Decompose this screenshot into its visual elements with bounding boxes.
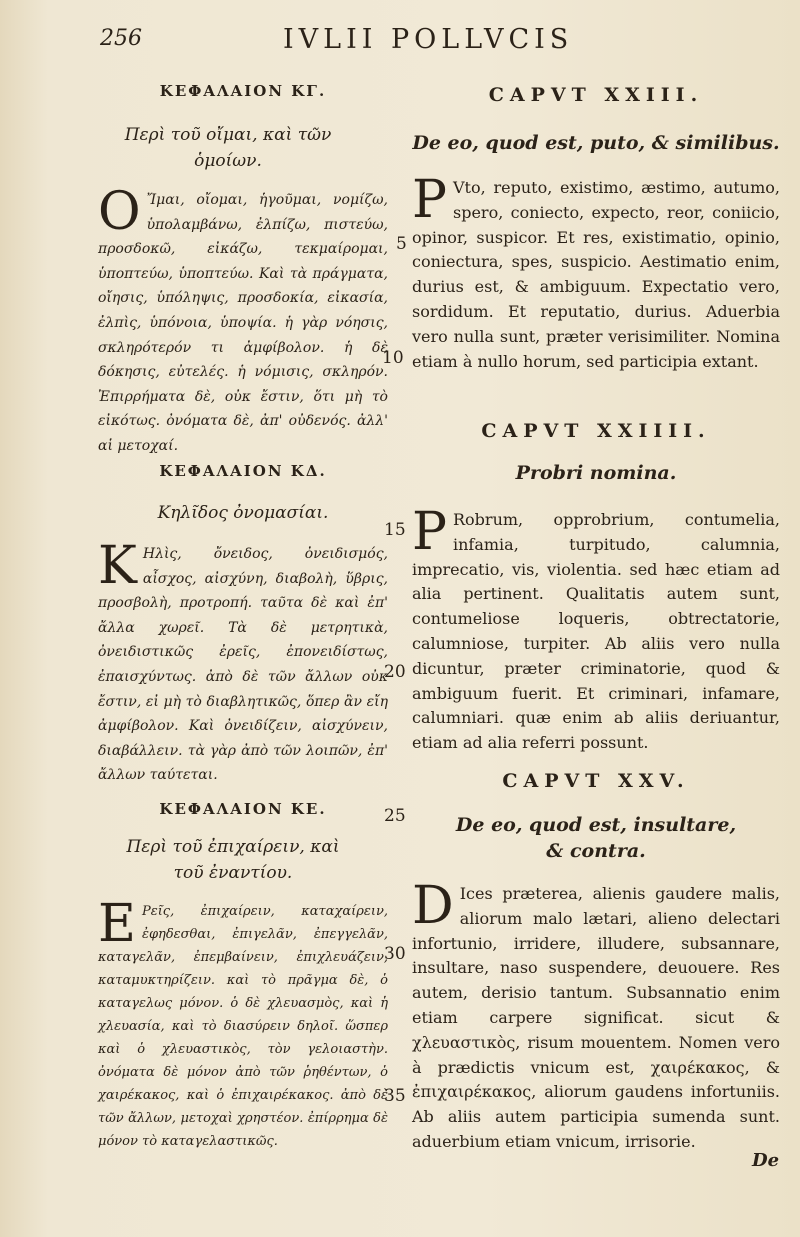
- line-number: 30: [384, 944, 406, 964]
- greek-section-24: [98, 462, 388, 788]
- section-title: CAPVT XXV.: [502, 770, 690, 792]
- drop-cap: Κ: [98, 536, 137, 596]
- catchword: De: [752, 1150, 780, 1171]
- section-title: CAPVT XXIII.: [488, 84, 704, 106]
- section-subtitle: Περὶ τοῦ οἴμαι, καὶ τῶν ὁμοίων.: [124, 125, 332, 171]
- latin-paragraph: Vto, reputo, existimo, æstimo, autumo, spero, coniecto, expecto, reor, coniicio, opinor, suspicor. Et res, existimatio, opinio, coniectura, spes, suspicio. Aestimatio enim, durius est, & ambiguum. Expectatio vero, sordidum. Et reputatio, durius. Aduerbia vero nulla sunt, præter verisimiliter. Nomina etiam à nullo horum, sed participia extant.: [412, 178, 780, 371]
- section-text: [412, 170, 780, 374]
- section-subtitle: Κηλῖδος ὀνομασίαι.: [157, 503, 329, 523]
- line-number: 35: [384, 1086, 406, 1106]
- line-number: 15: [384, 520, 406, 540]
- line-number: 10: [382, 348, 404, 368]
- latin-section-23: [412, 84, 780, 374]
- line-number: 25: [384, 806, 406, 826]
- drop-cap: Ε: [98, 894, 136, 954]
- section-text: [412, 876, 780, 1155]
- line-number: 5: [396, 234, 407, 254]
- section-text: [98, 536, 388, 788]
- section-subtitle: De eo, quod est, puto, & similibus.: [412, 132, 780, 154]
- drop-cap: P: [412, 170, 447, 230]
- greek-paragraph: Ηλὶς, ὄνειδος, ὀνειδισμός, αἶσχος, αἰσχύνη, διαβολὴ, ὕβρις, προσβολὴ, προτροπή. ταῦτα δὲ καὶ ἐπ' ἄλλα χωρεῖ. Τὰ δὲ μετρητικὰ, ὀνειδιστικῶς ἐρεῖς, ἐπονειδίστως, ἐπαισχύντως. ἀπὸ δὲ τῶν ἄλλων οὐκ ἔστιν, εἰ μὴ τὸ διαβλητικῶς, ὅπερ ἂν εἴη ἀμφίβολον. Καὶ ὀνειδίζειν, αἰσχύνειν, διαβάλλειν. τὰ γὰρ ἀπὸ τῶν λοιπῶν, ἐπ' ἄλλων ταύτεται.: [98, 546, 388, 784]
- section-title: ΚΕΦΑΛΑΙΟΝ ΚΓ.: [159, 82, 327, 100]
- section-subtitle: De eo, quod est, insultare, & contra.: [455, 814, 737, 862]
- greek-section-23: [98, 82, 388, 459]
- section-text: [98, 182, 388, 459]
- section-text: [98, 894, 388, 1153]
- page-header: [0, 24, 800, 60]
- greek-section-25: [98, 800, 388, 1153]
- section-subtitle: Probri nomina.: [515, 462, 677, 484]
- section-subtitle: Περὶ τοῦ ἐπιχαίρειν, καὶ τοῦ ἐναντίου.: [126, 837, 340, 883]
- drop-cap: D: [412, 876, 454, 936]
- section-text: [412, 502, 780, 756]
- section-title: CAPVT XXIIII.: [481, 420, 711, 442]
- drop-cap: P: [412, 502, 447, 562]
- running-head: IVLII POLLVCIS: [283, 24, 574, 55]
- drop-cap: Ο: [98, 182, 141, 242]
- section-title: ΚΕΦΑΛΑΙΟΝ ΚΔ.: [159, 462, 327, 480]
- line-number: 20: [384, 662, 406, 682]
- latin-section-24: [412, 420, 780, 756]
- greek-paragraph: Ἴμαι, οἴομαι, ἡγοῦμαι, νομίζω, ὑπολαμβάνω, ἐλπίζω, πιστεύω, προσδοκῶ, εἰκάζω, τεκμαίρομαι, ὑποπτεύω, ὑποπτεύω. Καὶ τὰ πράγματα, οἴησις, ὑπόληψις, προσδοκία, εἰκασία, ἐλπὶς, ὑπόνοια, ὑποψία. ἡ γὰρ νόησις, σκληρότερόν τι ἀμφίβολον. ἡ δὲ δόκησις, εὐτελές. ἡ νόμισις, σκληρόν. Ἐπιρρήματα δὲ, οὐκ ἔστιν, ὅτι μὴ τὸ εἰκότως. ὀνόματα δὲ, ἀπ' οὐδενός. ἀλλ' αἱ μετοχαί.: [98, 192, 388, 454]
- latin-paragraph: Robrum, opprobrium, contumelia, infamia, turpitudo, calumnia, imprecatio, vis, violentia. sed hæc etiam ad alia pertinent. Qualitatis autem sunt, contumeliose loqueris, obtrectatorie, calumniose, turpiter. Ab aliis vero nulla dicuntur, præter criminatorie, quod & ambiguum fuerit. Et criminari, infamare, calumniari. quæ enim ab aliis deriuantur, etiam ad alia referri possunt.: [412, 510, 780, 753]
- section-title: ΚΕΦΑΛΑΙΟΝ ΚΕ.: [159, 800, 327, 818]
- latin-paragraph: Ices præterea, alienis gaudere malis, aliorum malo lætari, alieno delectari infortunio, irridere, illudere, subsannare, insultare, naso suspendere, deuouere. Res autem, derisio tantum. Subsannatio enim etiam carpere significat. sicut & χλευαστικὸς, risum mouentem. Nomen vero à prædictis vnicum est, χαιρέκακος, & ἐπιχαιρέκακος, aliorum gaudens infortuniis. Ab aliis autem participia sumenda sunt. aduerbium etiam vnicum, irrisorie.: [412, 884, 780, 1151]
- latin-section-25: [412, 770, 780, 1155]
- page-number: 256: [100, 26, 142, 51]
- greek-paragraph: Ρεῖς, ἐπιχαίρειν, καταχαίρειν, ἐφηδεσθαι, ἐπιγελᾶν, ἐπεγγελᾶν, καταγελᾶν, ἐπεμβαίνειν, ἐπιχλευάζειν, καταμυκτηρίζειν. καὶ τὸ πρᾶγμα δὲ, ὁ καταγελως μόνον. ὁ δὲ χλευασμὸς, καὶ ἡ χλευασία, καὶ τὸ διασύρειν δηλοῖ. ὥσπερ καὶ ὁ χλευαστικὸς, τὸν γελοιαστὴν. ὀνόματα δὲ μόνον ἀπὸ τῶν ῥηθέντων, ὁ χαιρέκακος, καὶ ὁ ἐπιχαιρέκακος. ἀπὸ δὲ τῶν ἄλλων, μετοχαὶ χρηστέον. ἐπίρρημα δὲ μόνον τὸ καταγελαστικῶς.: [98, 904, 388, 1149]
